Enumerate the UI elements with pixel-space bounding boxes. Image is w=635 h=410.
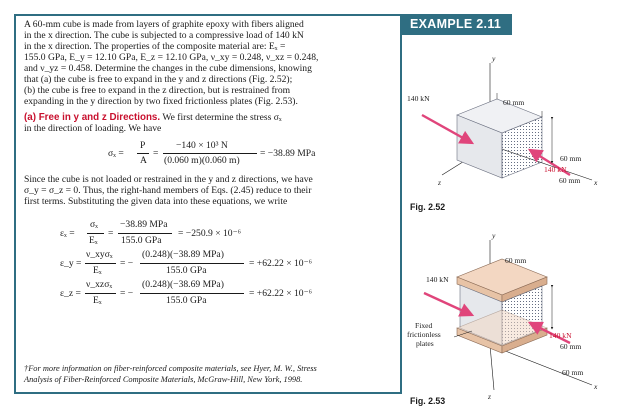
eps-x-frac-num: σₓ [90, 219, 98, 230]
sigma-a: A [140, 155, 147, 166]
eps-x-result: = −250.9 × 10⁻⁶ [178, 228, 242, 239]
fig53-dim-bottom: 60 mm [562, 368, 584, 377]
fig53-axis-y: y [492, 231, 496, 240]
eps-y-lhs: ε_y = [60, 258, 82, 269]
para-line-3: first terms. Substituting the given data into these equations, we write [24, 196, 288, 207]
sigma-eq: = [153, 148, 159, 159]
figures-column [402, 35, 635, 410]
eps-z-num: (0.248)(−38.69 MPa) [142, 279, 224, 290]
eps-x-bar-1 [87, 233, 104, 234]
example-box [14, 14, 402, 394]
fig53-load-left: 140 kN [426, 275, 449, 284]
sigma-num: −140 × 10³ N [176, 140, 228, 151]
eps-x-frac-den: Eₓ [89, 235, 98, 246]
eps-z-eq: = − [120, 288, 134, 299]
sigma-p: P [140, 140, 146, 151]
sigma-frac-bar-2 [163, 153, 257, 154]
fig53-axis-x: x [594, 382, 598, 391]
problem-line-3: in the x direction. The properties of the composite material are: Eₓ = [24, 41, 286, 52]
fig52-dim-top: 60 mm [503, 98, 525, 107]
eps-x-lhs: εₓ = [60, 228, 75, 239]
fig53-dim-top: 60 mm [505, 256, 527, 265]
eps-z-lhs: ε_z = [60, 288, 81, 299]
footnote-line-1: †For more information on fiber-reinforced composite materials, see Hyer, M. W., Stress [24, 364, 317, 373]
fig53-dim-side: 60 mm [560, 342, 582, 351]
eps-z-frac-den: Eₓ [93, 295, 102, 306]
problem-line-5: and ν_yz = 0.458. Determine the changes in the cube dimensions, knowing [24, 63, 312, 74]
eps-z-bar-1 [85, 293, 116, 294]
sigma-lhs: σₓ = [108, 148, 124, 159]
fig52-dim-bottom: 60 mm [559, 176, 581, 185]
eps-x-num: −38.89 MPa [120, 219, 168, 230]
para-line-2: σ_y = σ_z = 0. Thus, the right-hand members of Eqs. (2.45) reduce to their [24, 185, 312, 196]
eps-z-den: 155.0 GPa [166, 295, 207, 306]
fig52-axis-z: z [438, 178, 441, 187]
eps-y-bar-1 [85, 263, 116, 264]
fig52-load-left: 140 kN [407, 94, 430, 103]
intro-line-2: in the direction of loading. We have [24, 123, 162, 134]
problem-line-6: that (a) the cube is free to expand in the y and z directions (Fig. 2.52); [24, 74, 293, 85]
fig52-load-right: 140 kN [544, 165, 567, 174]
fig-2-53-caption: Fig. 2.53 [410, 396, 446, 406]
fig52-dim-side: 60 mm [560, 154, 582, 163]
eps-y-eq: = − [120, 258, 134, 269]
problem-line-1: A 60-mm cube is made from layers of graphite epoxy with fibers aligned [24, 19, 304, 30]
eps-x-den: 155.0 GPa [121, 235, 162, 246]
example-tab: EXAMPLE 2.11 [402, 14, 512, 35]
fig53-plates-3: plates [416, 339, 434, 348]
eps-x-bar-2 [118, 233, 172, 234]
sigma-result: = −38.89 MPa [260, 148, 316, 159]
fig52-axis-y: y [492, 54, 496, 63]
sigma-frac-bar-1 [137, 153, 149, 154]
fig-2-52-caption: Fig. 2.52 [410, 202, 446, 212]
figure-2-53 [402, 225, 635, 405]
eps-x-eq: = [108, 228, 114, 239]
problem-line-4: 155.0 GPa, E_y = 12.10 GPa, E_z = 12.10 GPa, ν_xy = 0.248, ν_xz = 0.248, [24, 52, 319, 63]
z-axis-line-2 [490, 345, 494, 390]
fig53-plates-2: frictionless [407, 330, 441, 339]
para-line-1: Since the cube is not loaded or restrained in the y and z directions, we have [24, 174, 313, 185]
sigma-den: (0.060 m)(0.060 m) [164, 155, 240, 166]
part-a-title: (a) Free in y and z Directions. [24, 112, 161, 123]
eps-y-frac-den: Eₓ [93, 265, 102, 276]
fig53-load-right: 140 kN [549, 331, 572, 340]
eps-y-result: = +62.22 × 10⁻⁶ [249, 258, 313, 269]
problem-line-2: in the x direction. The cube is subjected to a compressive load of 140 kN [24, 30, 304, 41]
intro-line-1: We first determine the stress σₓ [160, 112, 282, 123]
footnote-line-2: Analysis of Fiber-Reinforced Composite Materials, McGraw-Hill, New York, 1998. [24, 375, 303, 384]
eps-y-bar-2 [140, 263, 244, 264]
problem-line-7: (b) the cube is free to expand in the z direction, but is restrained from [24, 85, 291, 96]
eps-z-frac-num: ν_xzσₓ [86, 279, 113, 290]
eps-y-den: 155.0 GPa [166, 265, 207, 276]
eps-y-frac-num: ν_xyσₓ [86, 249, 113, 260]
eps-z-result: = +62.22 × 10⁻⁶ [249, 288, 313, 299]
eps-z-bar-2 [140, 293, 244, 294]
fig53-plates-1: Fixed [415, 321, 433, 330]
figure-2-52 [402, 35, 635, 215]
fig53-axis-z: z [488, 392, 491, 401]
eps-y-num: (0.248)(−38.89 MPa) [142, 249, 224, 260]
fig52-axis-x: x [594, 178, 598, 187]
problem-line-8: expanding in the y direction by two fixed frictionless plates (Fig. 2.53). [24, 96, 298, 107]
